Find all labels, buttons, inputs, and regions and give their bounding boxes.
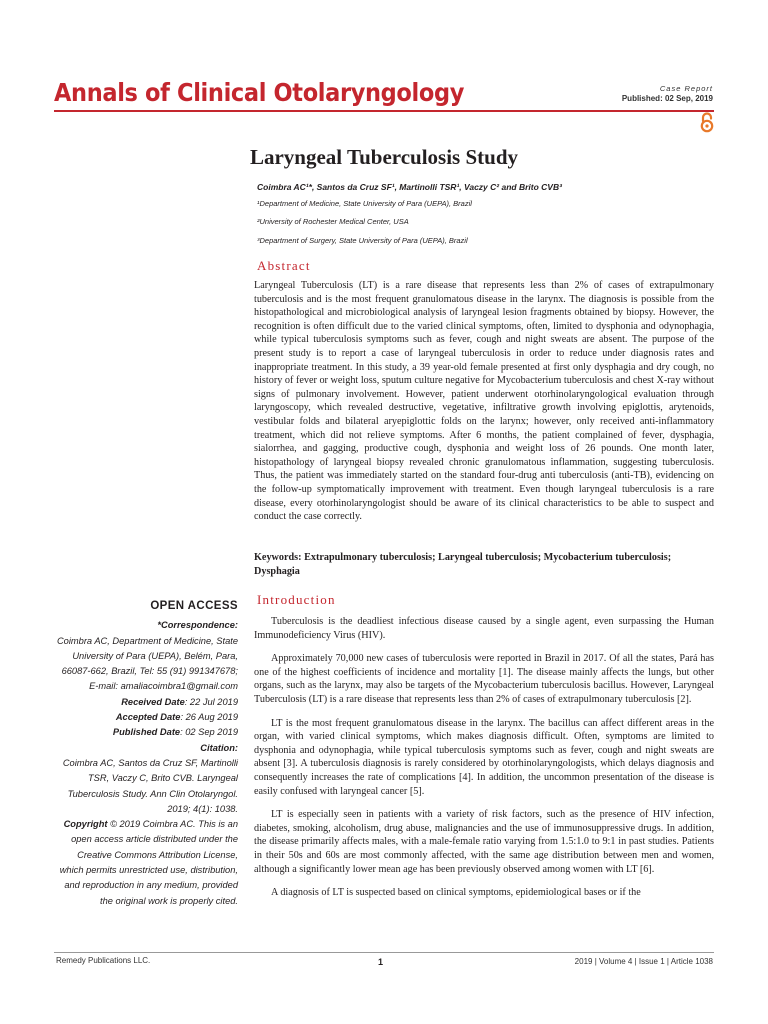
- intro-paragraph: LT is especially seen in patients with a variety of risk factors, such as the presence of HIV infection, diabetes, smoking, alcoholism, drug abuse, malignancies and the use of immunosuppressive drugs. In addition, the disease primarily affects males, with a male-female ratio varying from 1.5:1.0 to 9:1 in past studies. Patients in their 50s and 60s are most commonly affected, with the same age distribution between men and women, although a significantly lower mean age has been previously observed among women with LT [6].: [254, 809, 714, 875]
- author-list: Coimbra AC¹*, Santos da Cruz SF¹, Martinolli TSR¹, Vaczy C² and Brito CVB³: [257, 182, 562, 192]
- published-date: Published: 02 Sep, 2019: [621, 94, 713, 103]
- journal-title: Annals of Clinical Otolaryngology: [54, 78, 465, 107]
- affiliation-3: ³Department of Surgery, State University of Para (UEPA), Brazil: [257, 236, 468, 245]
- introduction-body: [254, 615, 714, 910]
- affiliation-2: ²University of Rochester Medical Center, USA: [257, 217, 409, 226]
- issue-info: 2019 | Volume 4 | Issue 1 | Article 1038: [574, 957, 713, 966]
- accepted-date: Accepted Date: 26 Aug 2019: [115, 712, 238, 723]
- correspondence-email[interactable]: E-mail: amaliacoimbra1@gmail.com: [89, 681, 238, 692]
- received-date: Received Date: 22 Jul 2019: [121, 696, 238, 707]
- citation-text: Coimbra AC, Santos da Cruz SF, Martinolli TSR, Vaczy C, Brito CVB. Laryngeal Tuberculosis Study. Ann Clin Otolaryngol. 2019; 4(1): 1038.: [62, 757, 238, 814]
- open-access-lock-icon: [697, 111, 717, 133]
- header-rule: [54, 110, 714, 112]
- intro-paragraph: Approximately 70,000 new cases of tuberculosis were reported in Brazil in 2017. Of all the states, Pará has one of the highest coefficients of incidence and mortality [1]. The disease mainly affects the lungs, but other organs, such as the larynx, may also be targets of the Mycobacterium tuberculosis bacillus. However, Laryngeal Tuberculosis (LT) is a rare disease that represents less than 2% of cases of extrapulmonary tuberculosis [2].: [254, 653, 714, 705]
- intro-paragraph: LT is the most frequent granulomatous disease in the larynx. The bacillus can affect different areas in the organ, with varied clinical symptoms, which makes diagnosis difficult. Often, symptoms are limited to dysphonia and odynophagia, while typical tuberculosis symptoms such as fever, cough and night sweats are absent [3]. A tuberculosis diagnosis is rarely considered by otorhinolaryngologists, which delays diagnosis and consequently increases the rate of complications [4]. In addition, the uncommon presentation of the disease is easily confused with laryngeal cancer [5].: [254, 717, 714, 797]
- published-date-sidebar: Published Date: 02 Sep 2019: [112, 727, 238, 738]
- open-access-label: OPEN ACCESS: [150, 600, 238, 612]
- footer-rule: [54, 952, 714, 953]
- keywords: Keywords: Extrapulmonary tuberculosis; Laryngeal tuberculosis; Mycobacterium tuberculosis; Dysphagia: [254, 552, 672, 577]
- citation-label: Citation:: [200, 742, 238, 753]
- correspondence-text: Coimbra AC, Department of Medicine, State University of Para (UEPA), Belém, Para, 66087-662, Brazil, Tel: 55 (91) 991347678;: [56, 635, 238, 677]
- abstract-text: Laryngeal Tuberculosis (LT) is a rare disease that represents less than 2% of cases of extrapulmonary tuberculosis and is the most frequent granulomatous disease in the larynx. The diagnosis is possible from the histopathological and microbiological analysis of laryngeal lesion fragments obtained by biopsy. However, the recognition is often difficult due to the varied clinical symptoms, often, limited to dysphonia and odynophagia, while typical tuberculosis symptoms such as fever, cough and night sweats are absent. The purpose of the present study is to report a case of laryngeal tuberculosis in order to reduce under diagnosis rates and inappropriate treatment. In this study, a 39 year-old female presented at first only dysphagia and dry cough, no history of fever or weight loss, sputum culture negative for Mycobacterium tuberculosis and chest X-ray without signs of pulmonary involvement. However, patient underwent otorhinolaryngological evaluation through laryngoscopy, which revealed destructive, vegetative, infiltrative growth involving epiglottis, arytenoids, vestibular folds and bilateral aryepiglottic folds on the larynx; however, only received anti-inflammatory treatment, which did not relieve symptoms. After 6 months, the patient complained of fever, dysphagia, sialorrhea, and gagging, productive cough, dysphonia and weight loss of 26 pounds. One month later, histopathology of laryngeal biopsy revealed chronic granulomatous inflammation, suggesting tuberculosis. Thus, the patient was immediately started on the standard four-drug anti tuberculosis (anti-TB), evidencing on the follow-up symptomatically improvement with treatment. Even though laryngeal tuberculosis is a rare disease, every otorhinolaryngologist should be aware of its clinical characteristics to be able to suspect and conduct the case correctly.: [254, 280, 714, 523]
- article-type: Case Report: [659, 84, 713, 93]
- copyright-notice: Copyright © 2019 Coimbra AC. This is an open access article distributed under the Creative Commons Attribution License, which permits unrestricted use, distribution, and reproduction in any medium, provided the original work is properly cited.: [59, 819, 238, 906]
- article-title: Laryngeal Tuberculosis Study: [249, 145, 519, 169]
- affiliation-1: ¹Department of Medicine, State University of Para (UEPA), Brazil: [257, 199, 472, 208]
- intro-paragraph: A diagnosis of LT is suspected based on clinical symptoms, epidemiological bases or if the: [271, 887, 641, 899]
- abstract-heading: Abstract: [257, 258, 311, 273]
- publisher-name: Remedy Publications LLC.: [56, 956, 151, 965]
- introduction-heading: Introduction: [257, 592, 336, 607]
- intro-paragraph: Tuberculosis is the deadliest infectious disease caused by a single agent, even surpassing the Human Immunodeficiency Virus (HIV).: [254, 616, 714, 641]
- correspondence-label: *Correspondence:: [157, 620, 238, 631]
- page-number: 1: [378, 957, 384, 967]
- article-info-sidebar: [54, 599, 238, 909]
